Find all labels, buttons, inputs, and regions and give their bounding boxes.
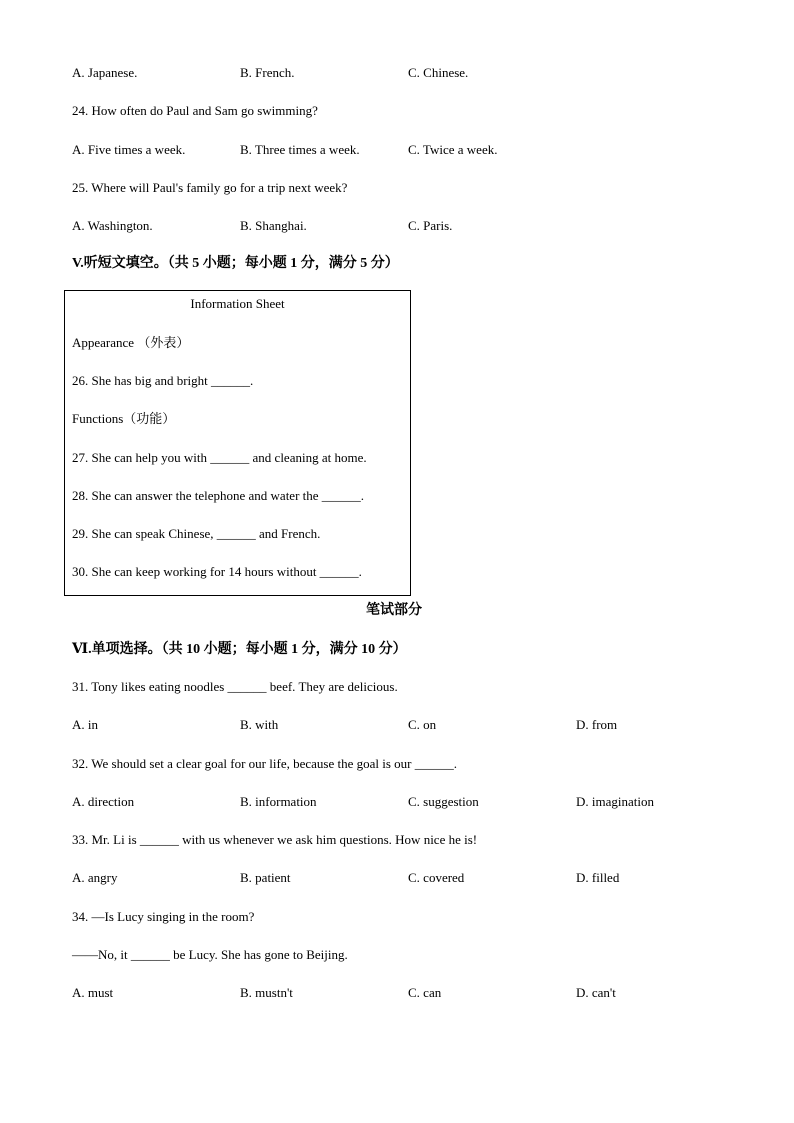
q25-options	[72, 218, 772, 234]
q26-text: 26. She has big and bright ______.	[72, 373, 254, 388]
q27-text: 27. She can help you with ______ and cleaning at home.	[72, 450, 367, 465]
q33-option-a: A. angry	[72, 870, 118, 885]
q31-option-b: B. with	[240, 717, 279, 732]
q31-question: 31. Tony likes eating noodles ______ beef. They are delicious.	[72, 679, 398, 694]
q23-option-a: A. Japanese.	[72, 65, 138, 80]
q33-option-c: C. covered	[408, 870, 465, 885]
q32-option-a: A. direction	[72, 794, 135, 809]
q32-question: 32. We should set a clear goal for our life, because the goal is our ______.	[72, 756, 457, 771]
q32-option-c: C. suggestion	[408, 794, 479, 809]
q29-text: 29. She can speak Chinese, ______ and French.	[72, 526, 321, 541]
q23-option-b: B. French.	[240, 65, 295, 80]
q34-reply: ——No, it ______ be Lucy. She has gone to Beijing.	[72, 947, 348, 962]
q34-option-c: C. can	[408, 985, 442, 1000]
section-5-heading: V.听短文填空。（共 5 小题；每小题 1 分，满分 5 分）	[72, 256, 399, 271]
written-part-title: 笔试部分	[366, 603, 422, 618]
q33-option-d: D. filled	[576, 870, 620, 885]
q31-option-c: C. on	[408, 717, 437, 732]
q23-option-c: C. Chinese.	[408, 65, 469, 80]
q31-option-a: A. in	[72, 717, 98, 732]
section-6-heading: Ⅵ.单项选择。（共 10 小题；每小题 1 分，满分 10 分）	[72, 642, 407, 657]
q34-option-a: A. must	[72, 985, 114, 1000]
q30-text: 30. She can keep working for 14 hours without ______.	[72, 564, 362, 579]
q33-option-b: B. patient	[240, 870, 291, 885]
q23-options	[72, 65, 772, 81]
q24-option-a: A. Five times a week.	[72, 142, 186, 157]
q32-option-b: B. information	[240, 794, 317, 809]
q25-option-c: C. Paris.	[408, 218, 453, 233]
information-sheet-box	[64, 290, 411, 596]
q25-option-a: A. Washington.	[72, 218, 153, 233]
q33-options	[72, 870, 772, 886]
q24-question: 24. How often do Paul and Sam go swimming?	[72, 103, 318, 118]
q34-options	[72, 985, 772, 1001]
q31-options	[72, 717, 772, 733]
information-sheet-title: Information Sheet	[190, 296, 285, 311]
q32-option-d: D. imagination	[576, 794, 654, 809]
q33-question: 33. Mr. Li is ______ with us whenever we ask him questions. How nice he is!	[72, 832, 478, 847]
functions-label: Functions（功能）	[72, 411, 176, 426]
q34-option-d: D. can't	[576, 985, 616, 1000]
q25-option-b: B. Shanghai.	[240, 218, 307, 233]
q31-option-d: D. from	[576, 717, 618, 732]
q24-option-c: C. Twice a week.	[408, 142, 498, 157]
q34-question: 34. —Is Lucy singing in the room?	[72, 909, 255, 924]
q34-option-b: B. mustn't	[240, 985, 293, 1000]
q24-option-b: B. Three times a week.	[240, 142, 360, 157]
q25-question: 25. Where will Paul's family go for a trip next week?	[72, 180, 348, 195]
q32-options	[72, 794, 772, 810]
q28-text: 28. She can answer the telephone and water the ______.	[72, 488, 365, 503]
appearance-label: Appearance （外表）	[72, 335, 190, 350]
q24-options	[72, 142, 772, 158]
